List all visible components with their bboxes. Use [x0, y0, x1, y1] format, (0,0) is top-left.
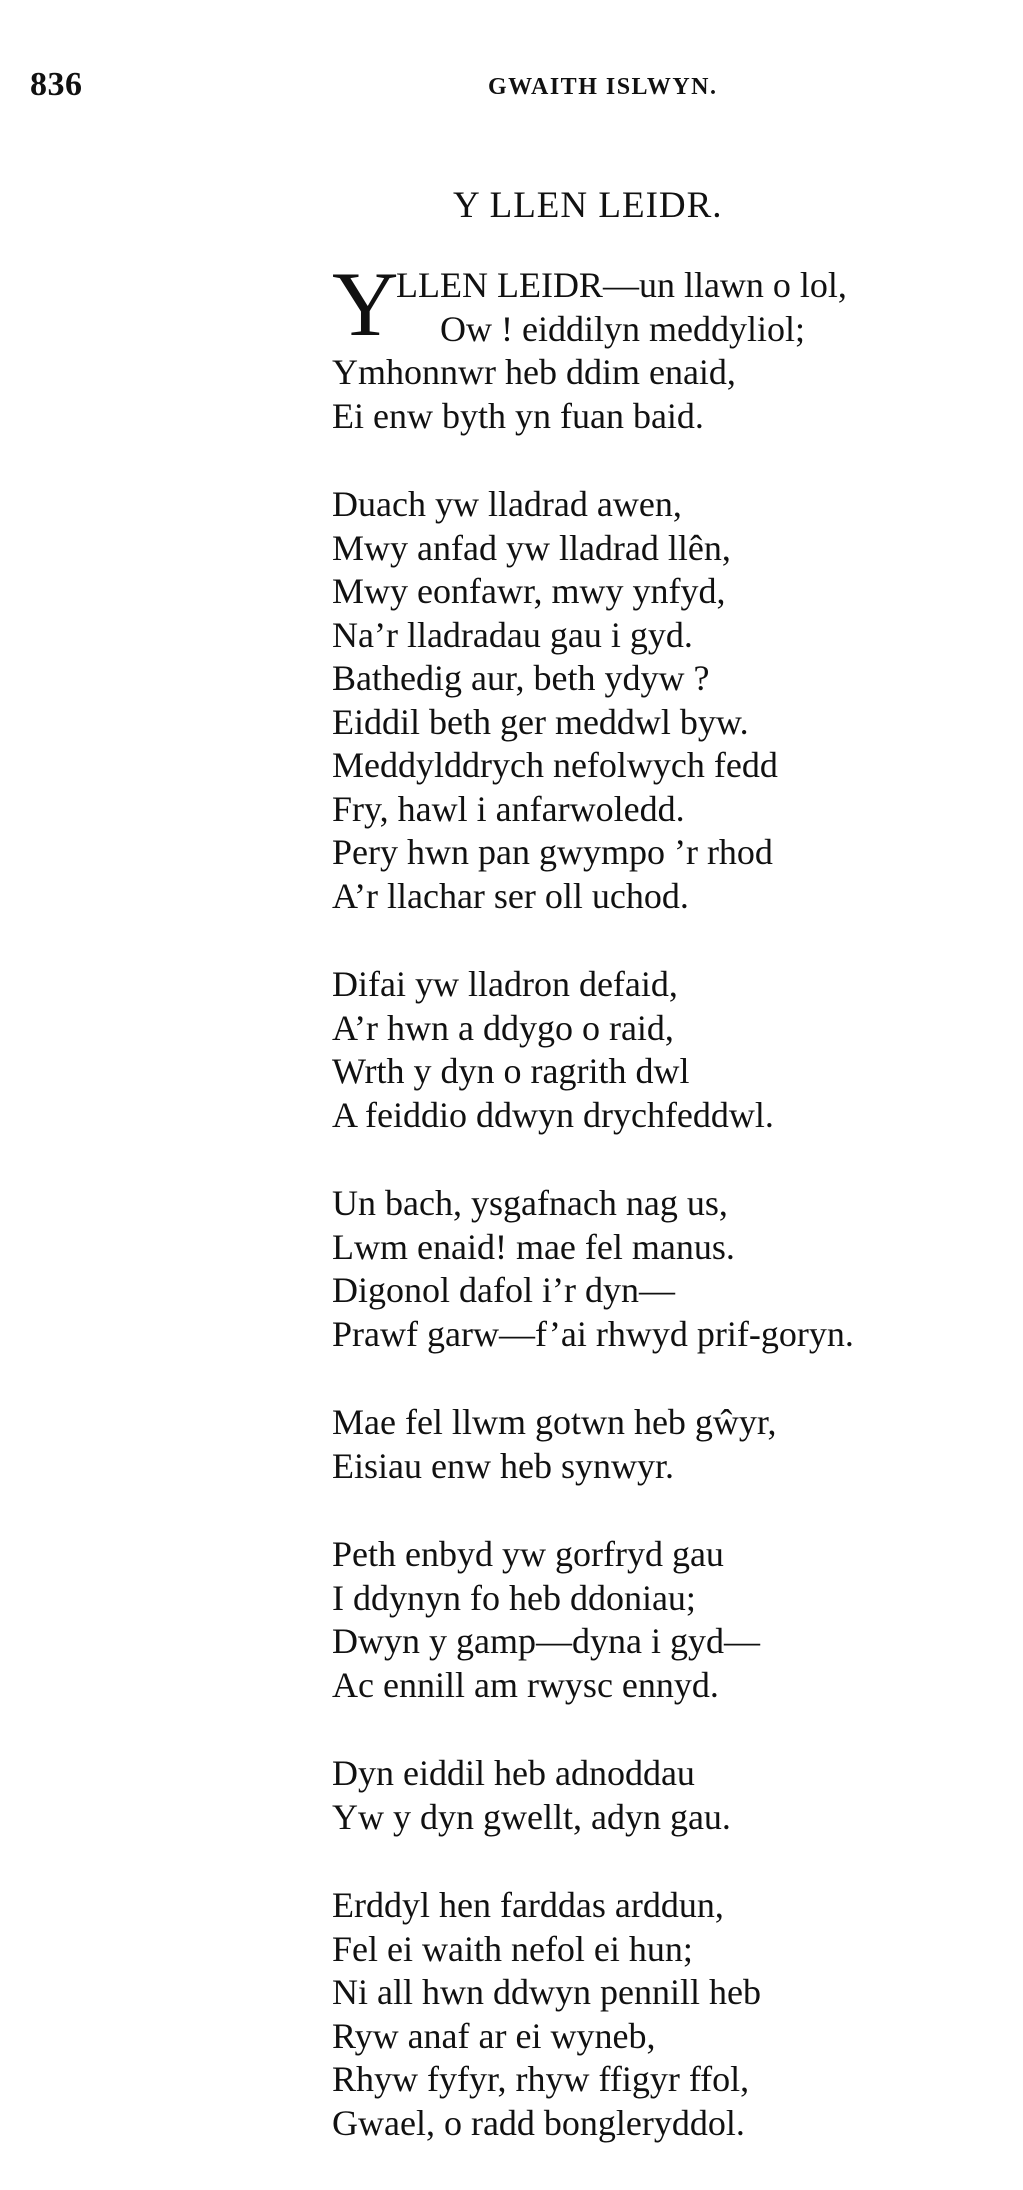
poem-line: Mae fel llwm gotwn heb gŵyr,: [332, 1402, 777, 1442]
stanza: [332, 483, 1012, 918]
poem-line: Ei enw byth yn fuan baid.: [332, 395, 704, 436]
poem-line: Ni all hwn ddwyn pennill heb: [332, 1972, 761, 2012]
poem-line: Dwyn y gamp—dyna i gyd—: [332, 1621, 760, 1661]
poem-line: Mwy anfad yw lladrad llên,: [332, 527, 731, 568]
page-number: 836: [30, 66, 83, 103]
poem-line: Wrth y dyn o ragrith dwl: [332, 1051, 690, 1091]
poem-line: Fel ei waith nefol ei hun;: [332, 1928, 693, 1969]
poem-line: Lwm enaid! mae fel manus.: [332, 1226, 735, 1267]
stanza: [332, 1401, 1012, 1488]
poem-line: Digonol dafol i’r dyn—: [332, 1270, 675, 1310]
poem-title: Y LLEN LEIDR.: [453, 185, 723, 226]
poem-line: Gwael, o radd bongleryddol.: [332, 2102, 745, 2143]
poem-line: Eiddil beth ger meddwl byw.: [332, 701, 749, 742]
poem-line: Eisiau enw heb synwyr.: [332, 1445, 674, 1486]
poem-line: I ddynyn fo heb ddoniau;: [332, 1577, 696, 1618]
drop-cap: Y: [332, 253, 399, 355]
poem-line: A’r hwn a ddygo o raid,: [332, 1007, 674, 1048]
running-head: GWAITH ISLWYN.: [488, 74, 718, 100]
stanza: [332, 253, 1012, 438]
poem-body: [332, 253, 1012, 2190]
poem-line: LLEN LEIDR—un llawn o lol,: [396, 265, 847, 305]
stanza: [332, 1182, 1012, 1356]
poem-line: Pery hwn pan gwympo ’r rhod: [332, 832, 773, 872]
poem-line: Na’r lladradau gau i gyd.: [332, 614, 693, 655]
poem-line: Dyn eiddil heb adnoddau: [332, 1753, 695, 1793]
poem-line: Meddylddrych nefolwych fedd: [332, 745, 778, 785]
stanza: [332, 1533, 1012, 1707]
poem-line: Difai yw lladron defaid,: [332, 964, 678, 1004]
poem-line: Rhyw fyfyr, rhyw ffigyr ffol,: [332, 2059, 750, 2099]
poem-line: A feiddio ddwyn drychfeddwl.: [332, 1094, 774, 1135]
poem-line: Erddyl hen farddas arddun,: [332, 1885, 724, 1925]
poem-line: Peth enbyd yw gorfryd gau: [332, 1534, 724, 1574]
poem-line: A’r llachar ser oll uchod.: [332, 875, 689, 916]
poem-line: Ryw anaf ar ei wyneb,: [332, 2015, 656, 2056]
poem-line: Prawf garw—f’ai rhwyd prif-goryn.: [332, 1313, 854, 1354]
poem-line: Bathedig aur, beth ydyw ?: [332, 658, 710, 698]
poem-line: Ac ennill am rwysc ennyd.: [332, 1664, 719, 1705]
poem-line: Ymhonnwr heb ddim enaid,: [332, 352, 736, 392]
poem-line: Duach yw lladrad awen,: [332, 484, 682, 524]
poem-line: Ow ! eiddilyn meddyliol;: [440, 308, 805, 349]
stanza: [332, 1752, 1012, 1839]
poem-line: Yw y dyn gwellt, adyn gau.: [332, 1796, 731, 1837]
poem-line: Mwy eonfawr, mwy ynfyd,: [332, 571, 726, 611]
poem-line: Un bach, ysgafnach nag us,: [332, 1183, 728, 1223]
poem-line: Fry, hawl i anfarwoledd.: [332, 788, 685, 829]
stanza: [332, 963, 1012, 1137]
stanza: [332, 1884, 1012, 2145]
